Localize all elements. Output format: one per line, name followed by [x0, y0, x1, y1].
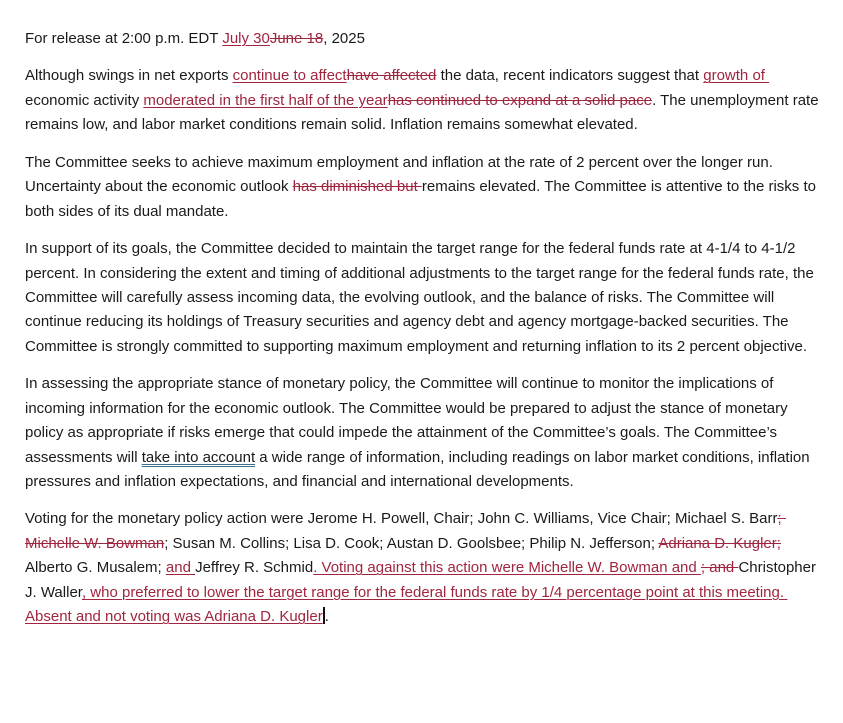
release-line [25, 27, 821, 51]
text-run: economic activity [25, 91, 144, 109]
deleted-text: June 18 [269, 30, 324, 47]
deleted-text: ; and [700, 559, 739, 577]
text-run: Voting for the monetary policy action were Jerome H. Powell, Chair; John C. Williams, Vice Chair; Michael S. Barr [25, 510, 778, 528]
inserted-text: moderated in the first half of the year [143, 91, 388, 109]
text-run: a wide range of information, including readings on labor market conditions, inflation pressures and inflation expectations, and financial and international developments. [25, 448, 814, 490]
paragraph-policy-stance [25, 372, 821, 494]
inserted-text: growth of [703, 67, 770, 85]
text-run: . The unemployment rate remains low, and labor market conditions remain solid. Inflation remains somewhat elevated. [25, 91, 823, 134]
text-run: the data, recent indicators suggest that [436, 67, 704, 85]
text-run: For release at 2:00 p.m. EDT [25, 30, 223, 47]
text-run: ; Susan M. Collins; Lisa D. Cook; Austan D. Goolsbee; Philip N. Jefferson; [164, 534, 659, 552]
inserted-text: . Voting against this action were Michelle W. Bowman and [313, 559, 701, 577]
text-run: Alberto G. Musalem; [25, 534, 785, 577]
deleted-text: has diminished but [292, 178, 422, 196]
paragraph-policy-decision [25, 237, 821, 359]
text-run: In support of its goals, the Committee decided to maintain the target range for the federal funds rate at 4-1/4 to 4-1/2 percent. In considering the extent and timing of additional adjustments to the target range for the federal funds rate, the Committee will carefully assess incoming data, the evolving outlook, and the balance of risks. The Committee will continue reducing its holdings of Treasury securities and agency debt and agency mortgage-backed securities. The Committee is strongly committed to supporting maximum employment and returning inflation to its 2 percent objective. [25, 240, 818, 355]
inserted-text: July 30 [222, 30, 270, 47]
inserted-text: , who preferred to lower the target range for the federal funds rate by 1/4 percentage point at this meeting. Absent and not voting was Adriana D. Kugler [25, 583, 788, 626]
deleted-text: have affected [346, 67, 437, 85]
deleted-text: ; Michelle W. Bowman [25, 510, 786, 552]
inserted-text: continue to affect [232, 67, 347, 85]
text-run: , 2025 [323, 30, 365, 47]
text-run: Jeffrey R. Schmid [195, 559, 314, 577]
text-run: Although swings in net exports [25, 67, 233, 85]
text-run: Christopher J. Waller [25, 559, 821, 601]
text-run: In assessing the appropriate stance of monetary policy, the Committee will continue to monitor the implications of incoming information for the economic outlook. The Committee would be prepared to adjust the stance of monetary policy as appropriate if risks emerge that could impede the attainment of the Committee’s goals. The Committee’s assessments will [25, 375, 792, 466]
paragraph-voting-record [25, 507, 821, 629]
paragraph-economic-overview [25, 64, 821, 137]
text-run: remains elevated. The Committee is attentive to the risks to both sides of its dual mandate. [25, 178, 821, 220]
inserted-text: and [165, 559, 196, 577]
text-run: The Committee seeks to achieve maximum employment and inflation at the rate of 2 percent over the longer run. Uncertainty about the economic outlook [25, 153, 778, 196]
deleted-text: Adriana D. Kugler; [658, 534, 781, 552]
deleted-text: has continued to expand at a solid pace [387, 91, 653, 109]
paragraph-dual-mandate [25, 151, 821, 224]
format-changed-text: take into account [141, 448, 256, 466]
text-run: . [324, 608, 329, 626]
